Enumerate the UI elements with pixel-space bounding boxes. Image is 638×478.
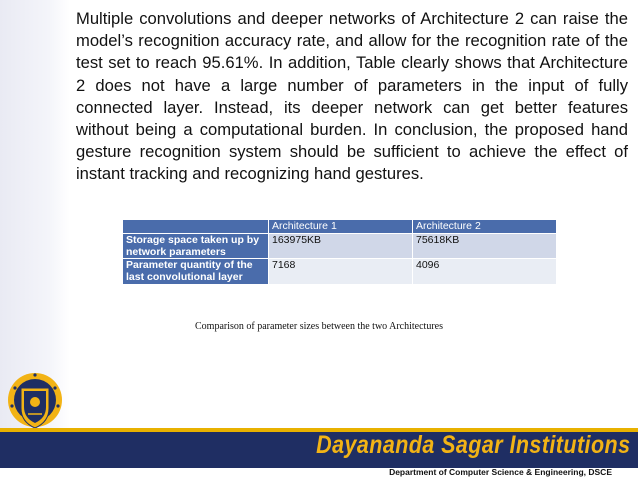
table-cell: 7168 bbox=[269, 259, 413, 285]
table-row bbox=[123, 234, 557, 259]
row-label: Storage space taken up by network parameters bbox=[123, 234, 269, 259]
row-label: Parameter quantity of the last convolutional layer bbox=[123, 259, 269, 285]
table-header-row bbox=[123, 220, 557, 234]
table-header-corner bbox=[123, 220, 269, 234]
body-paragraph: Multiple convolutions and deeper networks of Architecture 2 can raise the model’s recognition accuracy rate, and allow for the recognition rate of the test set to reach 95.61%. In addition, Table clearly shows that Architecture 2 does not have a large number of parameters in the input of fully connected layer. Instead, its deeper network can get better features without being a computational burden. In conclusion, the proposed hand gesture recognition system should be sufficient to achieve the effect of instant tracking and recognizing hand gestures. bbox=[76, 9, 628, 184]
comparison-table bbox=[122, 219, 557, 285]
department-label: Department of Computer Science & Engineering, DSCE bbox=[389, 467, 612, 477]
table-cell: 75618KB bbox=[413, 234, 557, 259]
table-header-architecture-1: Architecture 1 bbox=[269, 220, 413, 234]
institution-name: Dayananda Sagar Institutions bbox=[315, 431, 630, 459]
table-cell: 4096 bbox=[413, 259, 557, 285]
table-caption: Comparison of parameter sizes between the two Architectures bbox=[195, 321, 443, 332]
table-row bbox=[123, 259, 557, 285]
table-header-architecture-2: Architecture 2 bbox=[413, 220, 557, 234]
table-cell: 163975KB bbox=[269, 234, 413, 259]
